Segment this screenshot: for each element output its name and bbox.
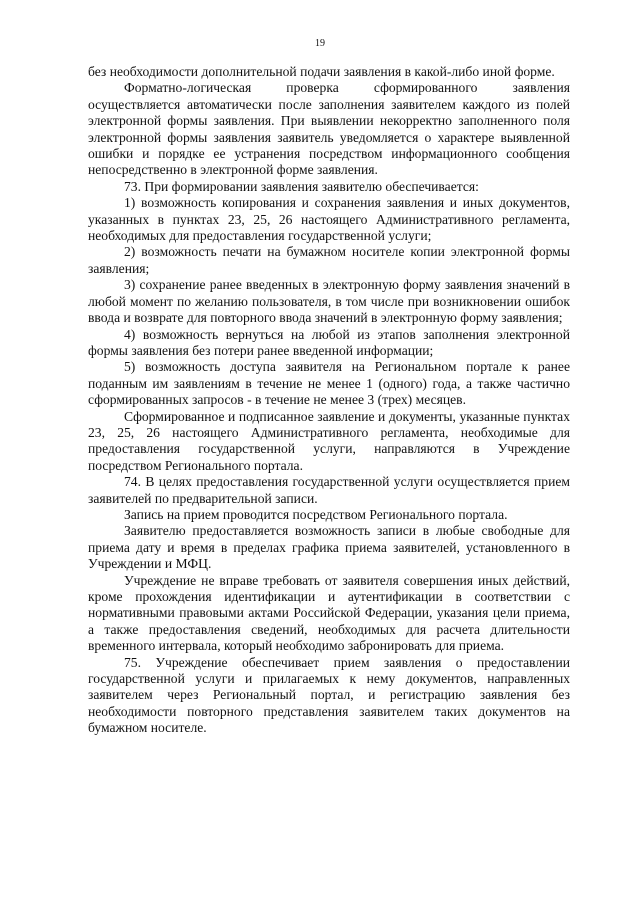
paragraph-appointment-portal: Запись на прием проводится посредством Регионального портала.: [124, 506, 508, 522]
list-item-3: 3) сохранение ранее введенных в электронную форму заявления значений в любой момент по желанию пользователя, в том числе при возникновении ошибок ввода и возврате для повторного ввода значений в электронную форму заявления;: [88, 277, 570, 326]
list-item-1: 1) возможность копирования и сохранения заявления и иных документов, указанных в пунктах 23, 25, 26 настоящего Административного регламента, необходимых для предоставления государственной услуги;: [88, 195, 570, 244]
paragraph-appointment-slots: Заявителю предоставляется возможность записи в любые свободные для приема дату и время в пределах графика приема заявителей, установленного в Учреждении и МФЦ.: [88, 523, 570, 572]
paragraph-section-73: 73. При формировании заявления заявителю обеспечивается:: [124, 178, 479, 194]
list-item-4: 4) возможность вернуться на любой из этапов заполнения электронной формы заявления без потери ранее введенной информации;: [88, 326, 570, 358]
paragraph-section-74: 74. В целях предоставления государственной услуги осуществляется прием заявителей по предварительной записи.: [88, 474, 570, 506]
paragraph-section-75: 75. Учреждение обеспечивает прием заявления о предоставлении государственной услуги и прилагаемых к нему документов, направленных заявителем через Региональный портал, и регистрацию заявления без необходимости повторного представления заявителем таких документов на бумажном носителе.: [88, 654, 570, 736]
list-item-2: 2) возможность печати на бумажном носителе копии электронной формы заявления;: [88, 244, 570, 276]
paragraph-submitted-application: Сформированное и подписанное заявление и документы, указанные пунктах 23, 25, 26 настоящего Административного регламента, необходимые для предоставления государственной услуги, направляются в Учреждение посредством Регионального портала.: [88, 408, 570, 473]
paragraph-institution-restrictions: Учреждение не вправе требовать от заявителя совершения иных действий, кроме прохождения идентификации и аутентификации в соответствии с нормативными правовыми актами Российской Федерации, указания цели приема, а также предоставления сведений, необходимых для расчета длительности временного интервала, который необходимо забронировать для приема.: [88, 572, 570, 654]
page-number: 19: [315, 38, 325, 49]
paragraph-continuation: без необходимости дополнительной подачи заявления в какой-либо иной форме.: [88, 64, 555, 79]
list-item-5: 5) возможность доступа заявителя на Региональном портале к ранее поданным им заявлениям в течение не менее 1 (одного) года, а также частично сформированных запросов - в течение не менее 3 (трех) месяцев.: [88, 359, 570, 408]
document-body: [88, 64, 570, 737]
paragraph-format-check: Форматно-логическая проверка сформированного заявления осуществляется автоматически после заполнения заявителем каждого из полей электронной формы заявления. При выявлении некорректно заполненного поля электронной формы заявления заявитель уведомляется о характере выявленной ошибки и порядке ее устранения посредством информационного сообщения непосредственно в электронной форме заявления.: [88, 80, 570, 178]
